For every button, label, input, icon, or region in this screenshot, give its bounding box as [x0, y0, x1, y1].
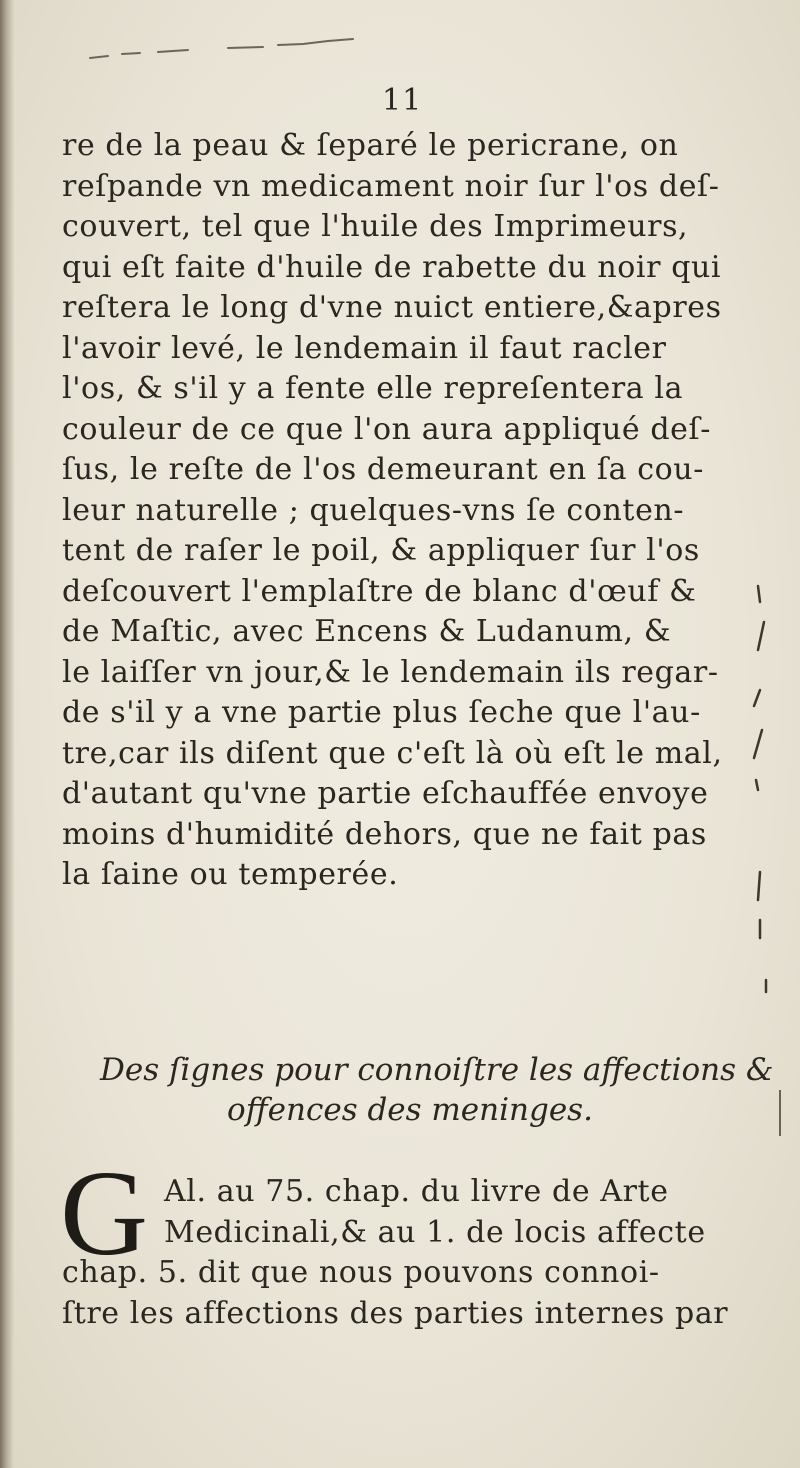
text-line: ſus, le reſte de l'os demeurant en ſa cou-: [62, 452, 704, 487]
text-line: reſpande vn medicament noir ſur l'os deſ-: [62, 168, 720, 204]
text-line: deſcouvert l'emplaſtre de blanc d'œuf &: [62, 573, 697, 609]
drop-cap-initial: G: [60, 1146, 149, 1281]
text-line: leur naturelle ; quelques-vns ſe conten-: [62, 492, 685, 528]
text-line: l'os, & s'il y a fente elle repreſentera la: [62, 371, 684, 406]
text-line: reſtera le long d'vne nuict entiere,&apres: [62, 290, 722, 325]
page-number: 11: [382, 83, 423, 118]
text-line: couleur de ce que l'on aura appliqué deſ-: [62, 411, 711, 447]
text-line: de s'il y a vne partie plus ſeche que l'au-: [62, 695, 701, 730]
text-line: Al. au 75. chap. du livre de Arte: [164, 1174, 669, 1209]
text-line: ſtre les affections des parties internes par: [62, 1295, 729, 1331]
text-line: d'autant qu'vne partie eſchauffée envoye: [62, 776, 709, 811]
text-line: l'avoir levé, le lendemain il faut racler: [62, 330, 667, 366]
heading-line: offences des meninges.: [227, 1092, 593, 1128]
text-line: la ſaine ou temperée.: [62, 857, 399, 892]
text-line: moins d'humidité dehors, que ne fait pas: [62, 816, 707, 852]
text-line: Medicinali,& au 1. de locis affecte: [164, 1214, 706, 1250]
text-line: le laiſſer vn jour,& le lendemain ils regar-: [62, 654, 719, 690]
text-line: tre,car ils diſent que c'eſt là où eſt le mal,: [62, 735, 723, 771]
body-text: [62, 126, 752, 896]
ink-scribble: [88, 36, 368, 66]
text-line: qui eſt faite d'huile de rabette du noir qui: [62, 249, 722, 285]
text-line: de Maſtic, avec Encens & Ludanum, &: [62, 614, 672, 649]
text-line: tent de raſer le poil, & appliquer ſur l'os: [62, 533, 700, 568]
paragraph: [62, 1172, 762, 1334]
text-line: couvert, tel que l'huile des Imprimeurs,: [62, 209, 689, 244]
heading-line: Des ſignes pour connoiſtre les affections &: [100, 1052, 774, 1088]
text-line: re de la peau & ſeparé le pericrane, on: [62, 128, 679, 163]
text-line: chap. 5. dit que nous pouvons connoi-: [62, 1255, 660, 1290]
binding-edge: [0, 0, 14, 1468]
section-heading: [100, 1050, 774, 1130]
